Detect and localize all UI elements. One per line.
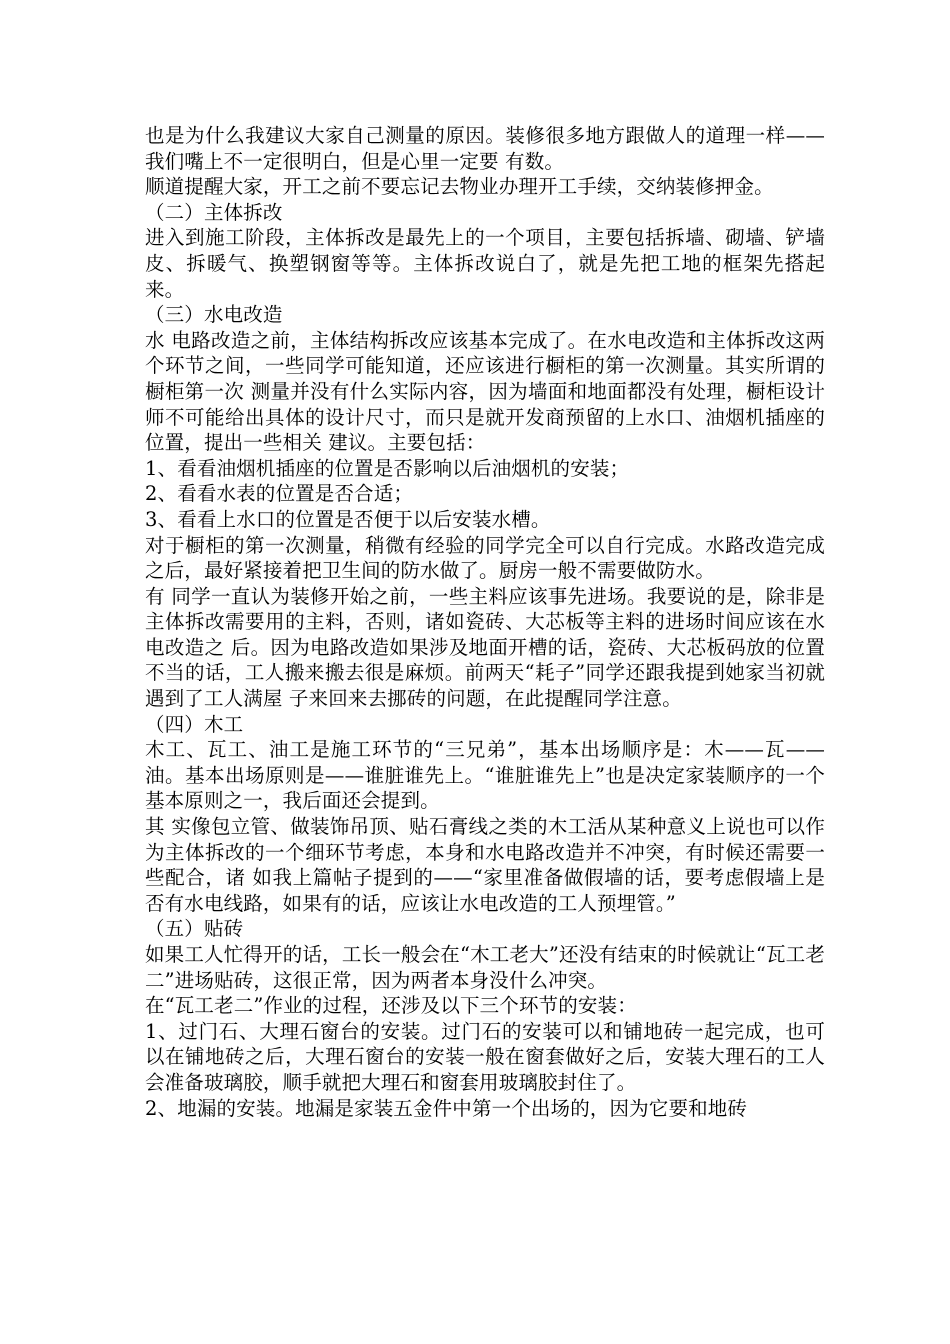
document-body	[145, 123, 825, 1121]
section-heading: （四）木工	[145, 712, 244, 736]
section-heading: （三）水电改造	[145, 303, 283, 327]
paragraph: 有 同学一直认为装修开始之前，一些主料应该事先进场。我要说的是，除非是主体拆改需要用的主料，否则，诸如瓷砖、大芯板等主料的进场时间应该在水电改造之 后。因为电路改造如果涉及地面开槽的话，瓷砖、大芯板码放的位置不当的话，工人搬来搬去很是麻烦。前两天“耗子”同学还跟我提到她家当初就遇到了工人满屋 子来回来去挪砖的问题，在此提醒同学注意。	[145, 584, 825, 711]
paragraph: 顺道提醒大家，开工之前不要忘记去物业办理开工手续，交纳装修押金。	[145, 175, 774, 199]
paragraph: 水 电路改造之前，主体结构拆改应该基本完成了。在水电改造和主体拆改这两个环节之间，一些同学可能知道，还应该进行橱柜的第一次测量。其实所谓的橱柜第一次 测量并没有什么实际内容，因为墙面和地面都没有处理，橱柜设计师不可能给出具体的设计尺寸，而只是就开发商预留的上水口、油烟机插座的位置，提出一些相关 建议。主要包括：	[145, 328, 825, 455]
list-item: 2、看看水表的位置是否合适；	[145, 482, 414, 506]
paragraph: 对于橱柜的第一次测量，稍微有经验的同学完全可以自行完成。水路改造完成之后，最好紧接着把卫生间的防水做了。厨房一般不需要做防水。	[145, 533, 825, 583]
section-heading: （五）贴砖	[145, 917, 244, 941]
paragraph: 如果工人忙得开的话，工长一般会在“木工老大”还没有结束的时候就让“瓦工老二”进场贴砖，这很正常，因为两者本身没什么冲突。	[145, 943, 825, 992]
section-heading: （二）主体拆改	[145, 200, 283, 224]
paragraph: 也是为什么我建议大家自己测量的原因。装修很多地方跟做人的道理一样——我们嘴上不一定很明白，但是心里一定要 有数。	[145, 124, 825, 173]
paragraph: 进入到施工阶段，主体拆改是最先上的一个项目，主要包括拆墙、砌墙、铲墙皮、拆暖气、换塑钢窗等等。主体拆改说白了，就是先把工地的框架先搭起来。	[145, 226, 825, 301]
paragraph: 在“瓦工老二”作业的过程，还涉及以下三个环节的安装：	[145, 994, 637, 1018]
paragraph: 木工、瓦工、油工是施工环节的“三兄弟”，基本出场顺序是：木——瓦——油。基本出场原则是——谁脏谁先上。“谁脏谁先上”也是决定家装顺序的一个基本原则之一，我后面还会提到。	[145, 738, 825, 813]
list-item: 2、地漏的安装。地漏是家装五金件中第一个出场的，因为它要和地砖	[145, 1096, 748, 1120]
list-item: 3、看看上水口的位置是否便于以后安装水槽。	[145, 507, 551, 531]
list-item: 1、看看油烟机插座的位置是否影响以后油烟机的安装；	[145, 456, 630, 480]
paragraph: 其 实像包立管、做装饰吊顶、贴石膏线之类的木工活从某种意义上说也可以作为主体拆改的一个细环节考虑，本身和水电路改造并不冲突，有时候还需要一些配合，诸 如我上篇帖子提到的——“家里准备做假墙的话，要考虑假墙上是否有水电线路，如果有的话，应该让水电改造的工人预埋管。”	[145, 815, 825, 915]
list-item: 1、过门石、大理石窗台的安装。过门石的安装可以和铺地砖一起完成，也可以在铺地砖之后，大理石窗台的安装一般在窗套做好之后，安装大理石的工人会准备玻璃胶，顺手就把大理石和窗套用玻璃胶封住了。	[145, 1019, 825, 1094]
